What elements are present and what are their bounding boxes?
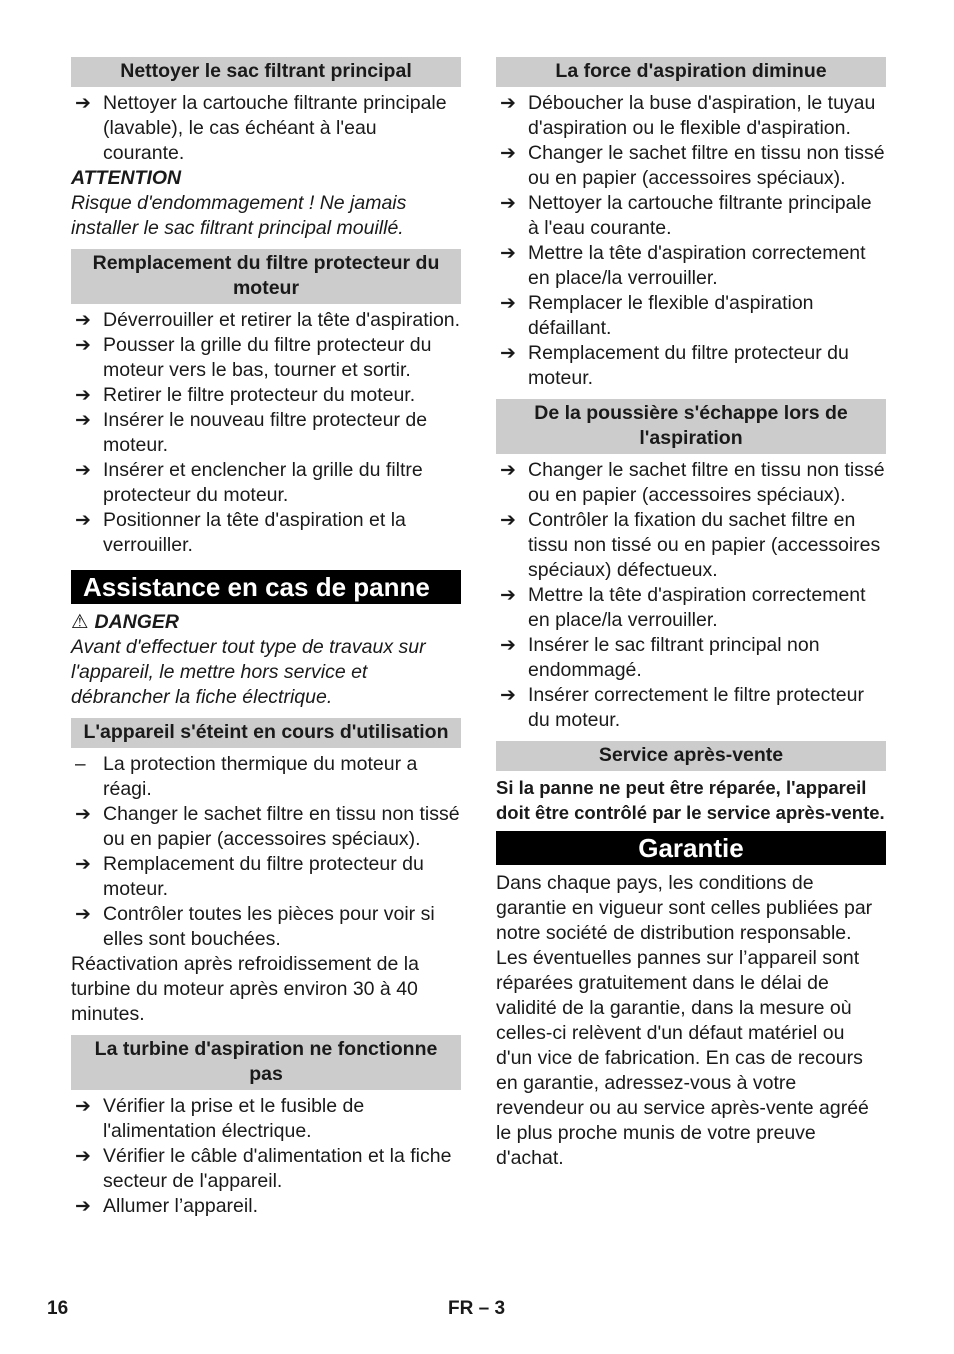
list-item	[71, 91, 461, 166]
list-item	[496, 458, 886, 508]
item-text: Retirer le filtre protecteur du moteur.	[103, 384, 416, 406]
list-item	[496, 341, 886, 391]
arrow-right-icon: ➔	[500, 193, 516, 214]
arrow-right-icon: ➔	[75, 460, 91, 481]
arrow-right-icon: ➔	[75, 93, 91, 114]
warning-triangle-icon: ⚠	[71, 611, 89, 633]
item-text: Changer le sachet filtre en tissu non tissé ou en papier (accessoires spéciaux).	[528, 142, 885, 189]
list-item	[496, 633, 886, 683]
list-item	[71, 1194, 461, 1219]
list-item	[71, 902, 461, 952]
list-item	[496, 191, 886, 241]
item-text: Déboucher la buse d'aspiration, le tuyau d'aspiration ou le flexible d'aspiration.	[528, 92, 876, 139]
arrow-right-icon: ➔	[75, 804, 91, 825]
item-text: Déverrouiller et retirer la tête d'aspiration.	[103, 309, 461, 331]
arrow-right-icon: ➔	[75, 1196, 91, 1217]
arrow-right-icon: ➔	[500, 293, 516, 314]
item-text: Contrôler la fixation du sachet filtre en tissu non tissé ou en papier (accessoires spéciaux) défectueux.	[528, 509, 881, 581]
item-text: Insérer le nouveau filtre protecteur de moteur.	[103, 409, 428, 456]
list-item	[71, 1144, 461, 1194]
item-text: La protection thermique du moteur a réagi.	[103, 753, 418, 800]
list-item	[496, 683, 886, 733]
list-item	[71, 383, 461, 408]
attention-label: ATTENTION	[71, 167, 182, 189]
item-text: Insérer le sac filtrant principal non endommagé.	[528, 634, 820, 681]
warranty-text: Dans chaque pays, les conditions de garantie en vigueur sont celles publiées par notre société de distribution responsable. Les éventuelles pannes sur l’appareil sont réparées gratuitement dans le délai de validité de la garantie, dans la mesure où celles-ci relèvent d'un défaut matériel ou d'un vice de fabrication. En cas de recours en garantie, adressez-vous à votre revendeur ou au service après-vente agréé le plus proche munis de votre preuve d'achat.	[496, 872, 873, 1169]
step-list	[71, 802, 461, 952]
arrow-right-icon: ➔	[75, 510, 91, 531]
language-page-label: FR – 3	[448, 1298, 506, 1319]
right-column	[496, 57, 886, 1171]
item-text: Vérifier la prise et le fusible de l'alimentation électrique.	[103, 1095, 365, 1142]
section-heading: Remplacement du filtre protecteur du moteur	[71, 249, 461, 304]
page-number: 16	[47, 1298, 69, 1319]
item-text: Changer le sachet filtre en tissu non tissé ou en papier (accessoires spéciaux).	[528, 459, 885, 506]
section-heading: De la poussière s'échappe lors de l'aspiration	[496, 399, 886, 454]
arrow-right-icon: ➔	[75, 385, 91, 406]
list-item	[496, 583, 886, 633]
item-text: Positionner la tête d'aspiration et la verrouiller.	[103, 509, 406, 556]
arrow-right-icon: ➔	[500, 510, 516, 531]
item-text: Pousser la grille du filtre protecteur du moteur vers le bas, tourner et sortir.	[103, 334, 432, 381]
chapter-heading: Assistance en cas de panne	[71, 570, 461, 604]
arrow-right-icon: ➔	[500, 93, 516, 114]
dash-marker: –	[75, 754, 86, 775]
list-item	[71, 508, 461, 558]
section-heading: Service après-vente	[496, 741, 886, 771]
item-text: Nettoyer la cartouche filtrante principale (lavable), le cas échéant à l'eau courante.	[103, 92, 447, 164]
arrow-right-icon: ➔	[500, 585, 516, 606]
list-item	[496, 241, 886, 291]
step-list	[496, 458, 886, 733]
section-heading: La force d'aspiration diminue	[496, 57, 886, 87]
list-item	[496, 508, 886, 583]
left-column	[71, 57, 461, 1219]
arrow-right-icon: ➔	[75, 904, 91, 925]
list-item	[71, 458, 461, 508]
list-item	[71, 1094, 461, 1144]
section-heading: Nettoyer le sac filtrant principal	[71, 57, 461, 87]
item-text: Vérifier le câble d'alimentation et la fiche secteur de l'appareil.	[103, 1145, 452, 1192]
arrow-right-icon: ➔	[75, 335, 91, 356]
item-text: Insérer correctement le filtre protecteur du moteur.	[528, 684, 864, 731]
arrow-right-icon: ➔	[500, 460, 516, 481]
item-text: Remplacement du filtre protecteur du moteur.	[528, 342, 849, 389]
item-text: Contrôler toutes les pièces pour voir si elles sont bouchées.	[103, 903, 435, 950]
item-text: Changer le sachet filtre en tissu non tissé ou en papier (accessoires spéciaux).	[103, 803, 460, 850]
danger-label-row	[71, 610, 461, 635]
list-item	[496, 91, 886, 141]
arrow-right-icon: ➔	[500, 243, 516, 264]
item-text: Insérer et enclencher la grille du filtre protecteur du moteur.	[103, 459, 423, 506]
section-heading: L'appareil s'éteint en cours d'utilisation	[71, 718, 461, 748]
note-text: Réactivation après refroidissement de la turbine du moteur après environ 30 à 40 minutes.	[71, 953, 419, 1025]
list-item	[71, 308, 461, 333]
list-item	[496, 291, 886, 341]
danger-label: DANGER	[94, 611, 179, 633]
section-heading: La turbine d'aspiration ne fonctionne pas	[71, 1035, 461, 1090]
arrow-right-icon: ➔	[75, 1146, 91, 1167]
step-list	[71, 308, 461, 558]
arrow-right-icon: ➔	[75, 854, 91, 875]
list-item	[71, 752, 461, 802]
item-text: Mettre la tête d'aspiration correctement en place/la verrouiller.	[528, 242, 866, 289]
item-text: Remplacement du filtre protecteur du moteur.	[103, 853, 424, 900]
list-item	[496, 141, 886, 191]
arrow-right-icon: ➔	[500, 143, 516, 164]
arrow-right-icon: ➔	[75, 1096, 91, 1117]
service-text: Si la panne ne peut être réparée, l'appareil doit être contrôlé par le service après-vente.	[496, 777, 885, 823]
list-item	[71, 408, 461, 458]
arrow-right-icon: ➔	[75, 410, 91, 431]
list-item	[71, 852, 461, 902]
item-text: Mettre la tête d'aspiration correctement en place/la verrouiller.	[528, 584, 866, 631]
arrow-right-icon: ➔	[500, 343, 516, 364]
list-item	[71, 802, 461, 852]
attention-text: Risque d'endommagement ! Ne jamais installer le sac filtrant principal mouillé.	[71, 192, 407, 239]
list-item	[71, 333, 461, 383]
arrow-right-icon: ➔	[75, 310, 91, 331]
arrow-right-icon: ➔	[500, 685, 516, 706]
step-list	[71, 1094, 461, 1219]
step-list	[71, 91, 461, 166]
step-list	[496, 91, 886, 391]
item-text: Allumer l’appareil.	[103, 1195, 258, 1217]
danger-text: Avant d'effectuer tout type de travaux sur l'appareil, le mettre hors service et débrancher la fiche électrique.	[71, 636, 426, 708]
item-text: Remplacer le flexible d'aspiration défaillant.	[528, 292, 814, 339]
item-text: Nettoyer la cartouche filtrante principale à l'eau courante.	[528, 192, 872, 239]
arrow-right-icon: ➔	[500, 635, 516, 656]
chapter-heading: Garantie	[496, 831, 886, 865]
